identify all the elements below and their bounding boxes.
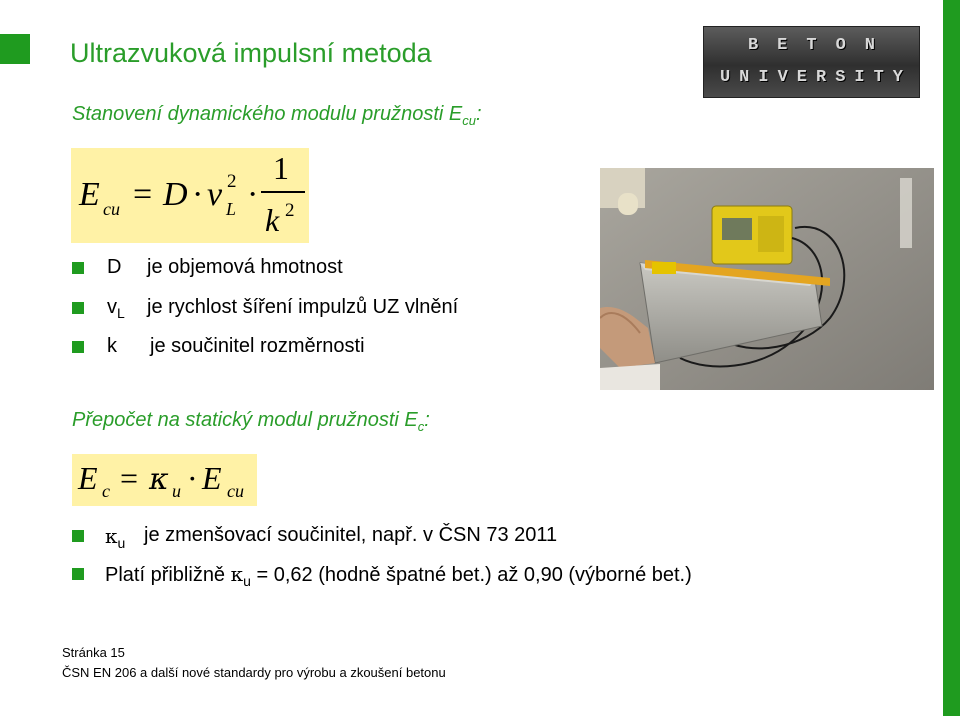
definition-d	[107, 256, 343, 279]
formula-e-sub: cu	[103, 199, 120, 219]
section-static-modulus	[72, 409, 430, 434]
slide-title: Ultrazvuková impulsní metoda	[70, 38, 432, 68]
formula2-e2-sub: cu	[227, 481, 244, 501]
square-bullet-icon	[72, 262, 84, 274]
definition-symbol: D	[107, 256, 122, 278]
formula-k: k	[265, 202, 280, 238]
square-bullet-icon	[72, 568, 84, 580]
square-bullet-icon	[72, 302, 84, 314]
note-text: je zmenšovací součinitel, např. v ČSN 73 2011	[144, 524, 558, 546]
measurement-photo	[600, 168, 934, 390]
course-title: ČSN EN 206 a další nové standardy pro výrobu a zkoušení betonu	[62, 665, 446, 680]
definition-text: je součinitel rozměrnosti	[150, 335, 365, 357]
formula-e: E	[79, 176, 100, 213]
formula-v: v	[207, 176, 223, 213]
formula2-e2: E	[202, 460, 222, 496]
formula-static-modulus	[72, 454, 257, 506]
photo-illustration	[600, 168, 934, 390]
square-bullet-icon	[72, 530, 84, 542]
section-text: Přepočet na statický modul pružnosti E	[72, 409, 418, 431]
note-symbol-sub: u	[243, 573, 251, 589]
formula-k-sup: 2	[285, 200, 295, 221]
formula-numerator: 1	[273, 150, 289, 186]
formula-equals: =	[133, 176, 153, 213]
definition-text: je objemová hmotnost	[147, 256, 343, 278]
corner-square-icon	[0, 34, 30, 64]
definition-symbol-sub: L	[117, 305, 125, 321]
formula2-dot: ·	[187, 460, 198, 496]
beton-university-logo	[703, 26, 920, 98]
page-number: Stránka 15	[62, 645, 125, 660]
note-text: = 0,62 (hodně špatné bet.) až 0,90 (výborné bet.)	[250, 564, 692, 586]
formula2-equals: =	[120, 460, 139, 496]
definition-v	[107, 296, 459, 321]
subtitle-subscript: cu	[462, 113, 476, 128]
logo-line-1: BETON	[747, 36, 894, 55]
note-symbol: κ	[105, 524, 118, 548]
note-prefix: Platí přibližně	[105, 564, 231, 586]
subtitle-colon: :	[475, 103, 482, 125]
fraction-bar	[261, 191, 305, 193]
note-symbol: κ	[230, 562, 244, 586]
square-bullet-icon	[72, 341, 84, 353]
formula2-kappa: κ	[149, 462, 169, 497]
formula-dot-1: ·	[192, 176, 204, 213]
formula2-e-sub: c	[102, 481, 110, 501]
formula2-kappa-sub: u	[172, 481, 181, 501]
definition-symbol: k	[107, 335, 117, 357]
formula2-e: E	[78, 460, 98, 496]
subtitle	[72, 103, 482, 128]
formula-dot-2: ·	[247, 176, 259, 213]
section-subscript: c	[417, 419, 425, 434]
logo-line-2: UNIVERSITY	[719, 68, 913, 87]
section-colon: :	[424, 409, 430, 431]
right-accent-bar	[943, 0, 960, 716]
formula-v-sub: L	[226, 199, 237, 219]
formula-v-sup: 2	[227, 171, 237, 192]
definition-k	[107, 335, 365, 358]
definition-text: je rychlost šíření impulzů UZ vlnění	[147, 296, 459, 318]
formula-d: D	[163, 176, 188, 213]
subtitle-text: Stanovení dynamického modulu pružnosti E	[72, 103, 463, 125]
note-symbol-sub: u	[117, 535, 126, 551]
formula-dynamic-modulus	[71, 148, 309, 243]
note-kappa-definition	[105, 524, 558, 551]
note-kappa-values	[105, 562, 692, 589]
definition-symbol: v	[107, 296, 117, 318]
